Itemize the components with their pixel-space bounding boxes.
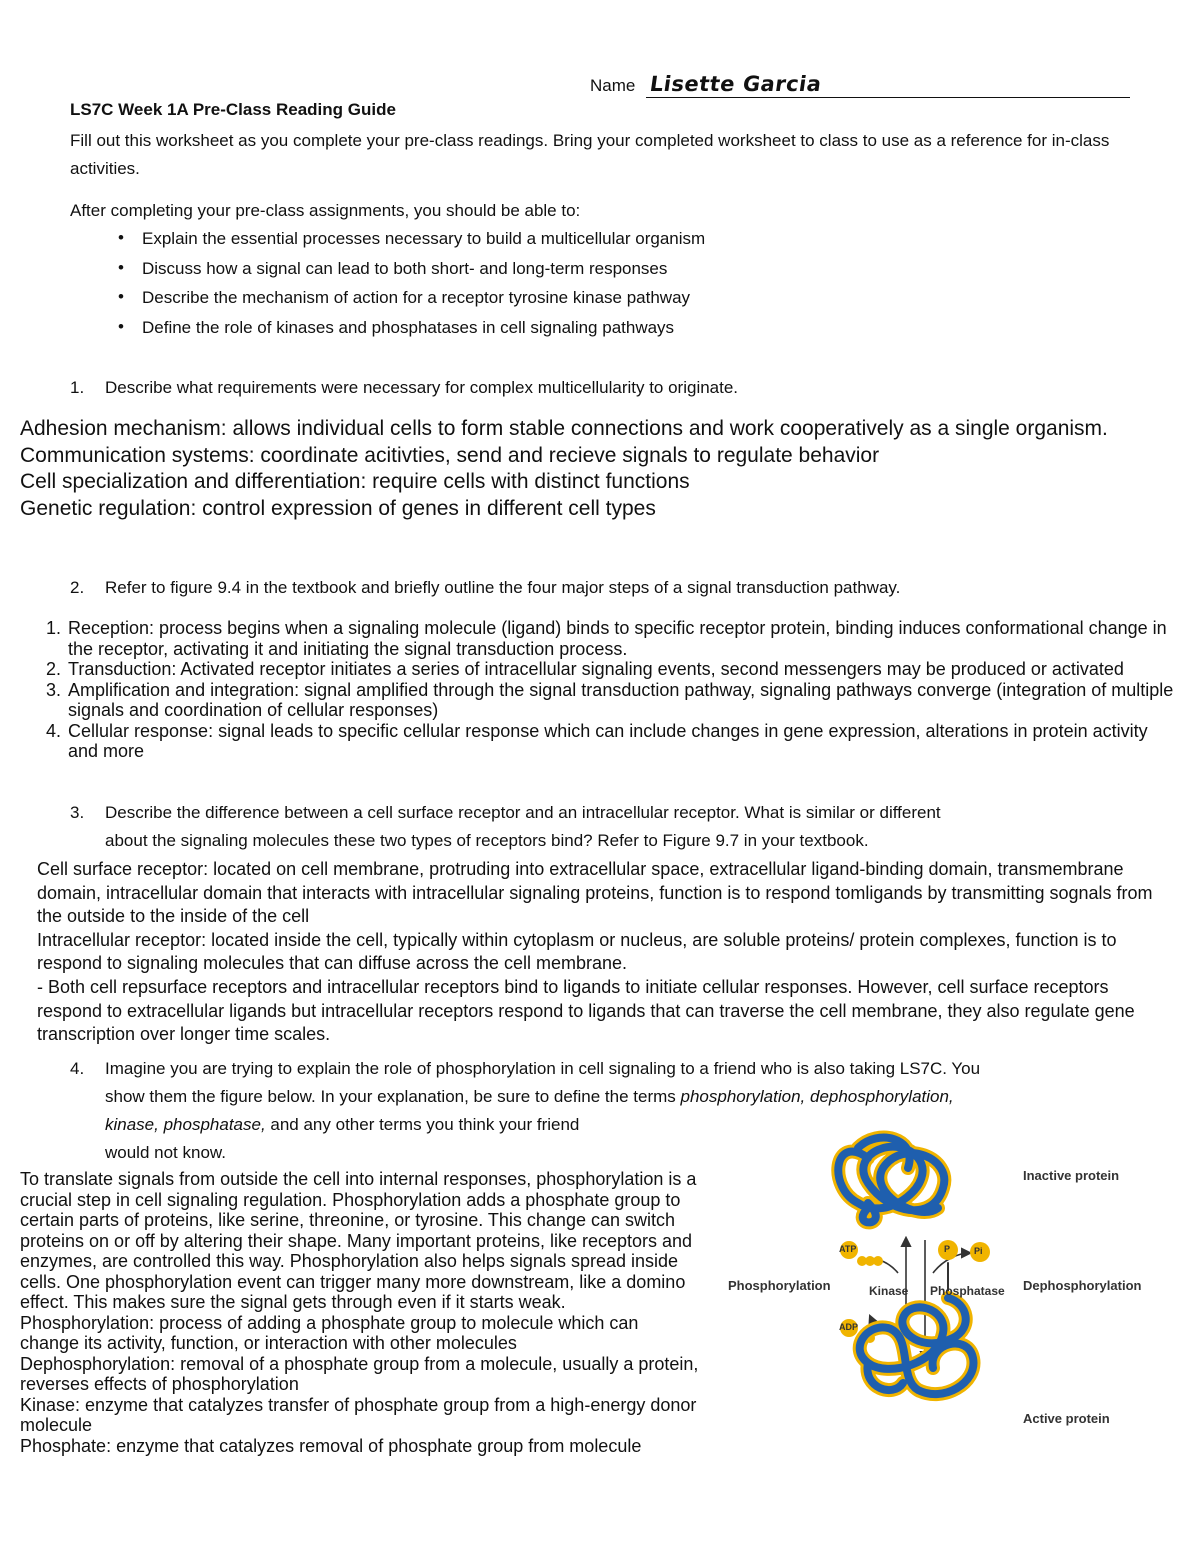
objective-item: • Explain the essential processes necessary to build a multicellular organism xyxy=(118,229,705,259)
answer-4[interactable] xyxy=(20,1169,700,1456)
question-text: would not know. xyxy=(105,1143,226,1162)
question-text: Describe the difference between a cell surface receptor and an intracellular receptor. What is similar or different xyxy=(105,803,941,822)
answer-line: Cell specialization and differentiation: require cells with distinct functions xyxy=(20,470,690,493)
list-number: 1. xyxy=(46,618,62,638)
p-label: P xyxy=(944,1244,951,1254)
kinase-label: Kinase xyxy=(869,1284,909,1298)
figure-graphic xyxy=(718,1128,1168,1498)
objective-item: • Define the role of kinases and phosphatases in cell signaling pathways xyxy=(118,318,705,348)
question-text-italic: phosphorylation, dephosphorylation, xyxy=(680,1087,954,1106)
answer-line: Dephosphorylation: removal of a phosphate group from a molecule, usually a protein, reverses effects of phosphorylation xyxy=(20,1353,699,1394)
answer-line: Communication systems: coordinate acitivties, send and recieve signals to regulate behavior xyxy=(20,443,880,467)
name-underline xyxy=(646,97,1130,98)
inactive-protein-shape xyxy=(838,1138,944,1223)
list-text: Amplification and integration: signal amplified through the signal transduction pathway, signaling pathways converge (integration of multiple signals and coordination of cellular responses) xyxy=(68,679,1174,720)
objective-item: • Describe the mechanism of action for a receptor tyrosine kinase pathway xyxy=(118,288,705,318)
list-text: Reception: process begins when a signaling molecule (ligand) binds to specific receptor protein, binding induces conformational change in the receptor, activating it and initiating the signal transduction process. xyxy=(68,618,1167,659)
question-2 xyxy=(70,574,1150,602)
adp-label: ADP xyxy=(839,1322,859,1332)
question-number: 3. xyxy=(70,803,85,822)
question-number: 4. xyxy=(70,1059,85,1078)
answer-line: Intracellular receptor: located inside the cell, typically within cytoplasm or nucleus, are soluble proteins/ protein complexes, function is to respond to signaling molecules that can diffuse across the cell membrane. xyxy=(37,929,1117,974)
question-3 xyxy=(70,799,1150,855)
answer-line: Phosphorylation: process of adding a phosphate group to molecule which can change its activity, function, or interaction with other molecules xyxy=(20,1312,639,1353)
phosphatase-label: Phosphatase xyxy=(930,1284,1005,1298)
answer-1[interactable] xyxy=(20,416,1170,522)
phosphorylation-figure xyxy=(718,1128,1168,1498)
answer-2[interactable] xyxy=(46,618,1176,762)
list-number: 3. xyxy=(46,679,62,700)
active-protein-shape xyxy=(860,1263,974,1394)
list-number: 4. xyxy=(46,720,62,741)
question-text: about the signaling molecules these two types of receptors bind? Refer to Figure 9.7 in your textbook. xyxy=(105,831,869,850)
answer-line: - Both cell repsurface receptors and intracellular receptors bind to ligands to initiate cellular responses. However, cell surface receptors respond to extracellular ligands but intracellular receptors respond to ligands that can traverse the cell membrane, they also regulate gene transcription over longer time scales. xyxy=(37,976,1135,1045)
atp-label: ATP xyxy=(839,1244,857,1254)
name-label: Name xyxy=(590,76,636,95)
question-text-part: show them the figure below. In your explanation, be sure to define the terms xyxy=(105,1087,681,1106)
list-text: Cellular response: signal leads to specific cellular response which can include changes in gene expression, alterations in protein activity and more xyxy=(68,720,1148,761)
question-text-part: and any other terms you think your friend xyxy=(265,1115,580,1134)
question-number: 2. xyxy=(70,578,85,597)
worksheet-title: LS7C Week 1A Pre-Class Reading Guide xyxy=(70,100,396,119)
answer-line: Kinase: enzyme that catalyzes transfer of phosphate group from a high-energy donor molecule xyxy=(20,1394,697,1435)
question-text-italic: kinase, phosphatase, xyxy=(105,1115,266,1134)
dephosphorylation-label: Dephosphorylation xyxy=(1023,1278,1142,1293)
worksheet-intro: Fill out this worksheet as you complete your pre-class readings. Bring your completed worksheet to class to use as a reference for in-class activities. xyxy=(70,131,1110,178)
list-text: Transduction: Activated receptor initiates a series of intracellular signaling events, second messengers may be produced or activated xyxy=(68,659,1124,679)
answer-line: To translate signals from outside the cell into internal responses, phosphorylation is a crucial step in cell signaling regulation. Phosphorylation adds a phosphate group to certain parts of proteins, like serine, threonine, or tyrosine. This change can switch proteins on or off by altering their shape. Many important proteins, like receptors and enzymes, are controlled this way. Phosphorylation also helps signals spread inside cells. One phosphorylation event can trigger many more downstream, like a domino effect. This makes sure the signal gets through even if it starts weak. xyxy=(20,1169,697,1312)
objectives-list xyxy=(118,229,705,347)
question-text xyxy=(105,1111,579,1139)
objective-item: • Discuss how a signal can lead to both short- and long-term responses xyxy=(118,259,705,289)
list-item xyxy=(46,659,1176,680)
answer-line: Cell surface receptor: located on cell membrane, protruding into extracellular space, extracellular ligand-binding domain, transmembrane domain, intracellular domain that interacts with intracellular signaling proteins, function is to respond tomligands by transmitting sognals from the outside to the inside of the cell xyxy=(37,859,1153,927)
inactive-protein-label: Inactive protein xyxy=(1023,1168,1120,1183)
question-text: Describe what requirements were necessary for complex multicellularity to originate. xyxy=(105,378,739,397)
answer-3[interactable] xyxy=(37,858,1157,1047)
pi-label: Pi xyxy=(974,1246,983,1256)
name-field[interactable] xyxy=(590,74,1130,100)
objectives-lead: After completing your pre-class assignments, you should be able to: xyxy=(70,201,581,220)
list-item xyxy=(46,680,1176,721)
name-value: Lisette Garcia xyxy=(648,72,824,96)
answer-line: Adhesion mechanism: allows individual cells to form stable connections and work cooperatively as a single organism. xyxy=(20,417,1108,440)
question-text: Refer to figure 9.4 in the textbook and briefly outline the four major steps of a signal transduction pathway. xyxy=(105,578,901,597)
answer-line: Phosphate: enzyme that catalyzes removal of phosphate group from molecule xyxy=(20,1435,642,1456)
list-number: 2. xyxy=(46,659,62,679)
question-1 xyxy=(70,374,1150,402)
phosphorylation-label: Phosphorylation xyxy=(728,1278,831,1293)
answer-line: Genetic regulation: control expression of genes in different cell types xyxy=(20,496,656,520)
list-item xyxy=(46,618,1176,659)
list-item xyxy=(46,721,1176,762)
question-text xyxy=(105,1083,954,1111)
question-text: Imagine you are trying to explain the role of phosphorylation in cell signaling to a friend who is also taking LS7C. You xyxy=(105,1059,981,1078)
question-number: 1. xyxy=(70,378,85,397)
active-protein-label: Active protein xyxy=(1023,1411,1110,1426)
